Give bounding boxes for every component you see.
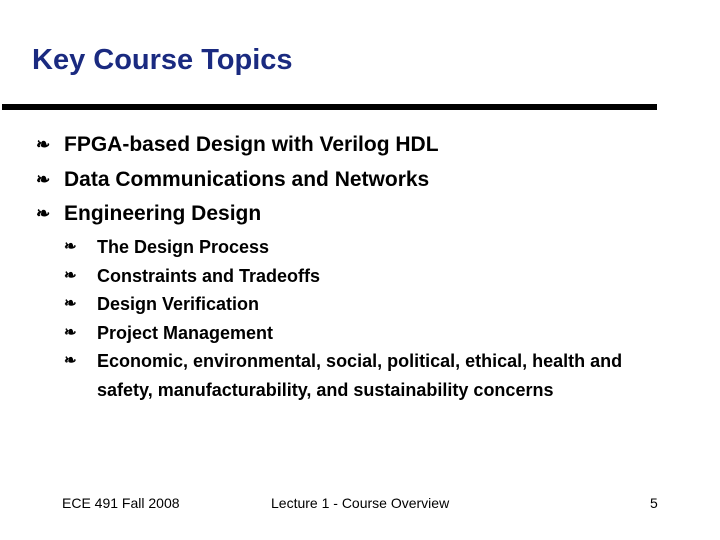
fleuron-bullet-icon: ❧ bbox=[64, 352, 77, 369]
main-bullet-list bbox=[36, 131, 439, 235]
bullet-text: Data Communications and Networks bbox=[64, 167, 430, 191]
fleuron-bullet-icon: ❧ bbox=[64, 323, 77, 341]
sub-bullet-text: Design Verification bbox=[97, 294, 260, 314]
sub-bullet-text: Constraints and Tradeoffs bbox=[97, 265, 321, 286]
sub-bullet-item bbox=[64, 290, 657, 319]
sub-bullet-text: Economic, environmental, social, political, ethical, health and safety, manufacturability, and sustainability concerns bbox=[97, 351, 623, 400]
sub-bullet-item bbox=[64, 233, 657, 262]
title-divider bbox=[2, 104, 657, 110]
footer-lecture-title: Lecture 1 - Course Overview bbox=[271, 495, 450, 511]
sub-bullet-item bbox=[64, 347, 657, 404]
sub-bullet-text: The Design Process bbox=[97, 237, 270, 257]
fleuron-bullet-icon: ❧ bbox=[64, 266, 77, 284]
sub-bullet-item bbox=[64, 319, 657, 348]
fleuron-bullet-icon: ❧ bbox=[64, 238, 77, 255]
slide-title: Key Course Topics bbox=[32, 44, 293, 76]
fleuron-bullet-icon: ❧ bbox=[36, 169, 51, 189]
fleuron-bullet-icon: ❧ bbox=[36, 135, 51, 154]
fleuron-bullet-icon: ❧ bbox=[64, 295, 77, 312]
bullet-item bbox=[36, 131, 439, 166]
bullet-item bbox=[36, 200, 439, 235]
footer-page-number: 5 bbox=[650, 495, 658, 511]
fleuron-bullet-icon: ❧ bbox=[36, 204, 51, 223]
footer-course-label: ECE 491 Fall 2008 bbox=[62, 495, 180, 511]
bullet-text: Engineering Design bbox=[64, 202, 262, 225]
sub-bullet-item bbox=[64, 262, 657, 291]
bullet-item bbox=[36, 166, 439, 201]
sub-bullet-list bbox=[64, 233, 657, 404]
bullet-text: FPGA-based Design with Verilog HDL bbox=[64, 133, 439, 156]
sub-bullet-text: Project Management bbox=[97, 322, 274, 343]
